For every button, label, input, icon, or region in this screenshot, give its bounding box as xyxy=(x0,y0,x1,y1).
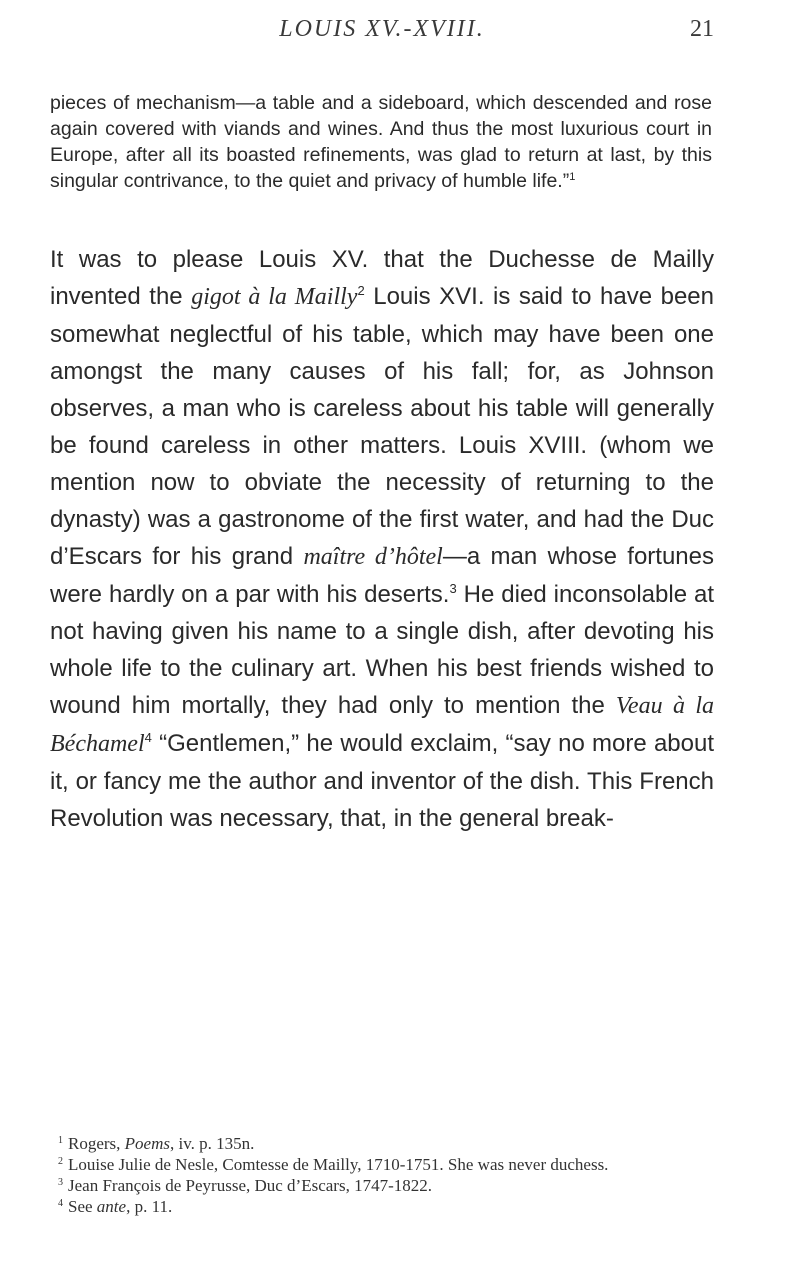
footnote-1 xyxy=(50,1133,714,1154)
footnote-1-italic: Poems xyxy=(124,1134,170,1153)
footnote-mark-2: 2 xyxy=(58,1156,63,1167)
italic-maitre: maître d’hôtel xyxy=(303,544,443,570)
paragraph-continued-text: pieces of mechanism—a table and a sideboard, which descended and rose again covered with viands and wines. And thus the most luxurious court in Europe, after all its boasted refinements, was glad to return at last, by this singular contrivance, to the quiet and privacy of humble life.” xyxy=(50,92,712,192)
paragraph-text-5: “Gentlemen,” he would exclaim, “say no more about it, or fancy me the author and inventor of the dish. This French Revolution was necessary, that, in the general break- xyxy=(50,730,714,832)
page-number: 21 xyxy=(690,16,714,42)
italic-veau: Veau à la Béchamel xyxy=(50,693,715,757)
footnote-1-tail: , iv. p. 135n. xyxy=(170,1134,255,1153)
footnote-1-text: Rogers, xyxy=(68,1134,125,1153)
paragraph-continued xyxy=(50,90,712,194)
footnote-4-tail: , p. 11. xyxy=(126,1197,173,1216)
footnote-4-italic: ante xyxy=(96,1197,127,1216)
footnote-ref-4: 4 xyxy=(144,730,152,745)
paragraph-text-3: —a man whose fortunes were hardly on a par with his deserts. xyxy=(50,543,714,608)
footnote-2 xyxy=(50,1154,714,1175)
running-title: LOUIS XV.-XVIII. xyxy=(279,16,485,42)
footnote-mark-4: 4 xyxy=(58,1198,63,1209)
italic-gigot: gigot à la Mailly xyxy=(191,284,358,310)
footnotes xyxy=(50,1133,714,1217)
footnote-ref-2: 2 xyxy=(357,283,365,298)
paragraph-text-4: He died inconsolable at not having given his name to a single dish, after devoting his whole life to the culinary art. When his best friends wished to wound him mortally, they had only to mention the xyxy=(50,581,715,719)
footnote-mark-1: 1 xyxy=(58,1135,63,1146)
footnote-2-text: Louise Julie de Nesle, Comtesse de Mailly, 1710-1751. She was never duchess. xyxy=(68,1155,609,1174)
footnote-3 xyxy=(50,1175,714,1196)
page-header xyxy=(50,16,714,56)
footnote-mark-3: 3 xyxy=(58,1177,63,1188)
footnote-3-text: Jean François de Peyrusse, Duc d’Escars, 1747-1822. xyxy=(68,1176,432,1195)
footnote-4 xyxy=(50,1196,714,1217)
footnote-ref-1: 1 xyxy=(569,171,576,183)
paragraph-main xyxy=(50,241,714,837)
footnote-4-text: See xyxy=(68,1197,97,1216)
paragraph-text-1: It was to please Louis XV. that the Duchesse de Mailly invented the xyxy=(50,246,714,310)
paragraph-text-2: Louis XVI. is said to have been somewhat neglectful of his table, which may have been one amongst the many causes of his fall; for, as Johnson observes, a man who is careless about his table will generally be found careless in other matters. Louis XVIII. (whom we mention now to obviate the necessity of returning to the dynasty) was a gastronome of the first water, and had the Duc d’Escars for his grand xyxy=(50,283,714,570)
footnote-ref-3: 3 xyxy=(449,581,457,596)
